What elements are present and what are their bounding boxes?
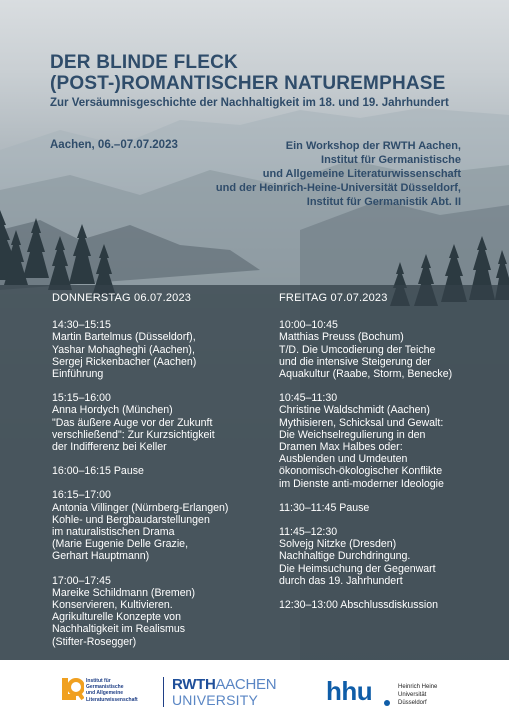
slot-line: 14:30–15:15	[52, 319, 111, 332]
slot-line: Nachhaltige Durchdringung.	[279, 550, 411, 563]
slot-line: Einführung	[52, 368, 104, 381]
slot-line: Gerhart Hauptmann)	[52, 550, 150, 563]
slot-line: Sergej Rickenbacher (Aachen)	[52, 355, 197, 368]
slot-line: Anna Hordych (München)	[52, 404, 173, 417]
slot-line: Antonia Villinger (Nürnberg-Erlangen)	[52, 501, 229, 514]
lq-line: Germanistische	[86, 684, 124, 691]
slot-line: (Marie Eugenie Delle Grazie,	[52, 538, 189, 551]
hhu-university-name	[398, 683, 437, 707]
slot-line: Dramen Max Halbes oder:	[279, 441, 403, 454]
slot-line: T/D. Die Umcodierung der Teiche	[279, 343, 436, 356]
slot-line: Solvejg Nitzke (Dresden)	[279, 538, 397, 551]
slot-line: ökonomisch-ökologischer Konflikte	[279, 465, 443, 478]
slot-line: im naturalistischen Drama	[52, 526, 175, 539]
title-line-1: DER BLINDE FLECK	[50, 52, 238, 73]
hhu-line: Heinrich Heine	[398, 684, 438, 690]
program-friday	[279, 292, 489, 623]
slot-line: "Das äußere Auge vor der Zukunft	[52, 416, 213, 429]
lq-logo-icon	[60, 676, 84, 704]
organizer-line: Institut für Germanistik Abt. II	[306, 196, 461, 208]
slot-line: Die Heimsuchung der Gegenwart	[279, 562, 436, 575]
place-date: Aachen, 06.–07.07.2023	[50, 139, 178, 151]
organizer-line: Ein Workshop der RWTH Aachen,	[285, 140, 461, 152]
slot-line: verschließend": Zur Kurzsichtigkeit	[52, 428, 215, 441]
program-slot	[279, 502, 489, 514]
program-slot	[52, 489, 267, 562]
rwth-logo-top	[172, 676, 276, 693]
organizer-line: und Allgemeine Literaturwissenschaft	[262, 168, 461, 180]
slot-line: Ausblenden und Umdeuten	[279, 453, 408, 466]
slot-line: Agrikulturelle Konzepte von	[52, 611, 181, 624]
slot-line: 10:00–10:45	[279, 319, 338, 332]
slot-line: Nachhaltigkeit im Realismus	[52, 623, 186, 636]
lq-institute-name	[86, 678, 138, 703]
lq-line: und Allgemeine	[86, 690, 124, 697]
program-thursday	[52, 292, 267, 660]
slot-line: Konservieren, Kultivieren.	[52, 599, 173, 612]
program-slot	[279, 319, 489, 380]
slot-line: Mareike Schildmann (Bremen)	[52, 586, 196, 599]
program-slot	[52, 392, 267, 453]
day-heading: FREITAG 07.07.2023	[279, 292, 388, 304]
program-slot	[52, 319, 267, 380]
rwth-logo-university: UNIVERSITY	[172, 692, 259, 708]
hhu-line: Düsseldorf	[398, 700, 427, 706]
program-slot	[52, 465, 267, 477]
slot-line: Matthias Preuss (Bochum)	[279, 331, 404, 344]
slot-line: 11:30–11:45 Pause	[279, 501, 370, 514]
program-slot	[279, 599, 489, 611]
slot-line: im Dienste anti-moderner Ideologie	[279, 477, 444, 490]
slot-line: Christine Waldschmidt (Aachen)	[279, 404, 430, 417]
slot-line: (Stifter-Rosegger)	[52, 635, 137, 648]
slot-line: 12:30–13:00 Abschlussdiskussion	[279, 599, 439, 612]
day-heading: DONNERSTAG 06.07.2023	[52, 292, 192, 304]
slot-line: 16:00–16:15 Pause	[52, 465, 144, 478]
workshop-subtitle: Zur Versäumnisgeschichte der Nachhaltigkeit im 18. und 19. Jahrhundert	[50, 97, 449, 109]
program-slot	[279, 392, 489, 490]
aachen-word: AACHEN	[215, 676, 277, 693]
organizer-line: und der Heinrich-Heine-Universität Düsseldorf,	[215, 182, 461, 194]
organizer-line: Institut für Germanistische	[321, 154, 461, 166]
hhu-dot-icon	[384, 700, 390, 706]
slot-line: 17:00–17:45	[52, 574, 111, 587]
slot-line: Yashar Mohagheghi (Aachen),	[52, 343, 195, 356]
slot-line: Kohle- und Bergbaudarstellungen	[52, 513, 210, 526]
workshop-title	[50, 52, 446, 94]
slot-line: Mythisieren, Schicksal und Gewalt:	[279, 416, 444, 429]
rwth-word: RWTH	[172, 676, 216, 693]
slot-line: 16:15–17:00	[52, 489, 111, 502]
slot-line: Martin Bartelmus (Düsseldorf),	[52, 331, 196, 344]
slot-line: durch das 19. Jahrhundert	[279, 574, 403, 587]
organizers	[216, 139, 461, 209]
logo-divider	[163, 677, 164, 707]
slot-line: 10:45–11:30	[279, 392, 338, 405]
hhu-line: Universität	[398, 692, 427, 698]
slot-line: Die Weichselregulierung in den	[279, 428, 426, 441]
slot-line: und die intensive Steigerung der	[279, 355, 431, 368]
slot-line: 11:45–12:30	[279, 526, 338, 539]
program-slot	[52, 575, 267, 648]
slot-line: 15:15–16:00	[52, 392, 111, 405]
program-slot	[279, 526, 489, 587]
lq-line: Literaturwissenschaft	[86, 696, 138, 703]
slot-line: Aquakultur (Raabe, Storm, Benecke)	[279, 368, 453, 381]
title-line-2: (POST-)ROMANTISCHER NATUREMPHASE	[50, 73, 446, 94]
hhu-logo: hhu	[326, 676, 373, 706]
slot-line: der Indifferenz bei Keller	[52, 441, 167, 454]
lq-line: Institut für	[86, 678, 111, 684]
